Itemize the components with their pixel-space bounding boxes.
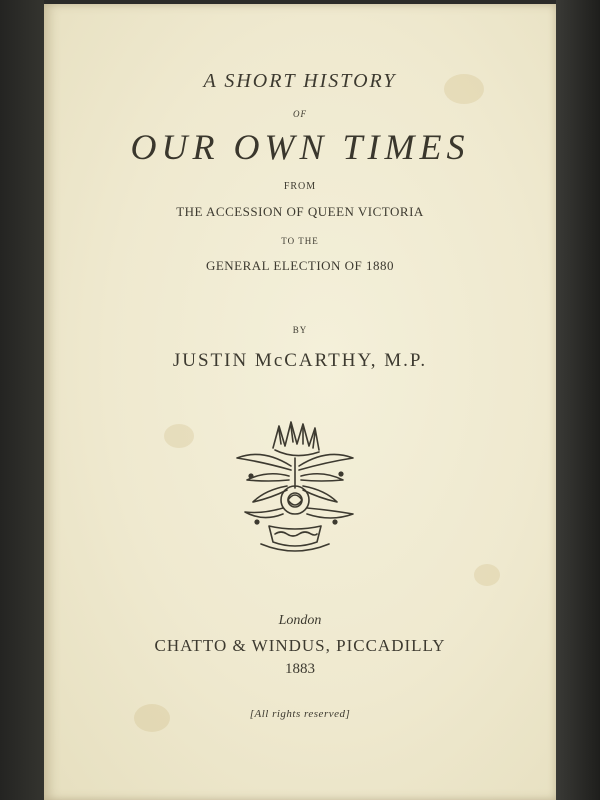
foxing-spot: [164, 424, 194, 448]
subtitle-accession: THE ACCESSION OF QUEEN VICTORIA: [176, 204, 424, 219]
title-line-1: A SHORT HISTORY: [203, 70, 397, 92]
right-margin-shadow: [556, 0, 600, 800]
left-margin-shadow: [0, 0, 44, 800]
author-name: JUSTIN McCARTHY, M.P.: [172, 350, 428, 371]
byline-by: BY: [292, 325, 308, 335]
title-connector-of: OF: [293, 109, 307, 119]
subtitle-from: FROM: [283, 181, 317, 192]
lotus-ornament-icon: [233, 418, 357, 558]
publication-year: 1883: [285, 661, 315, 677]
subtitle-to-the: TO THE: [281, 236, 319, 246]
foxing-spot: [474, 564, 500, 586]
main-title: OUR OWN TIMES: [130, 127, 470, 167]
title-page: [44, 4, 556, 800]
publication-place: London: [278, 613, 322, 628]
publisher-name: CHATTO & WINDUS, PICCADILLY: [154, 636, 446, 655]
rights-notice: [All rights reserved]: [249, 708, 351, 720]
subtitle-election: GENERAL ELECTION OF 1880: [205, 258, 395, 273]
